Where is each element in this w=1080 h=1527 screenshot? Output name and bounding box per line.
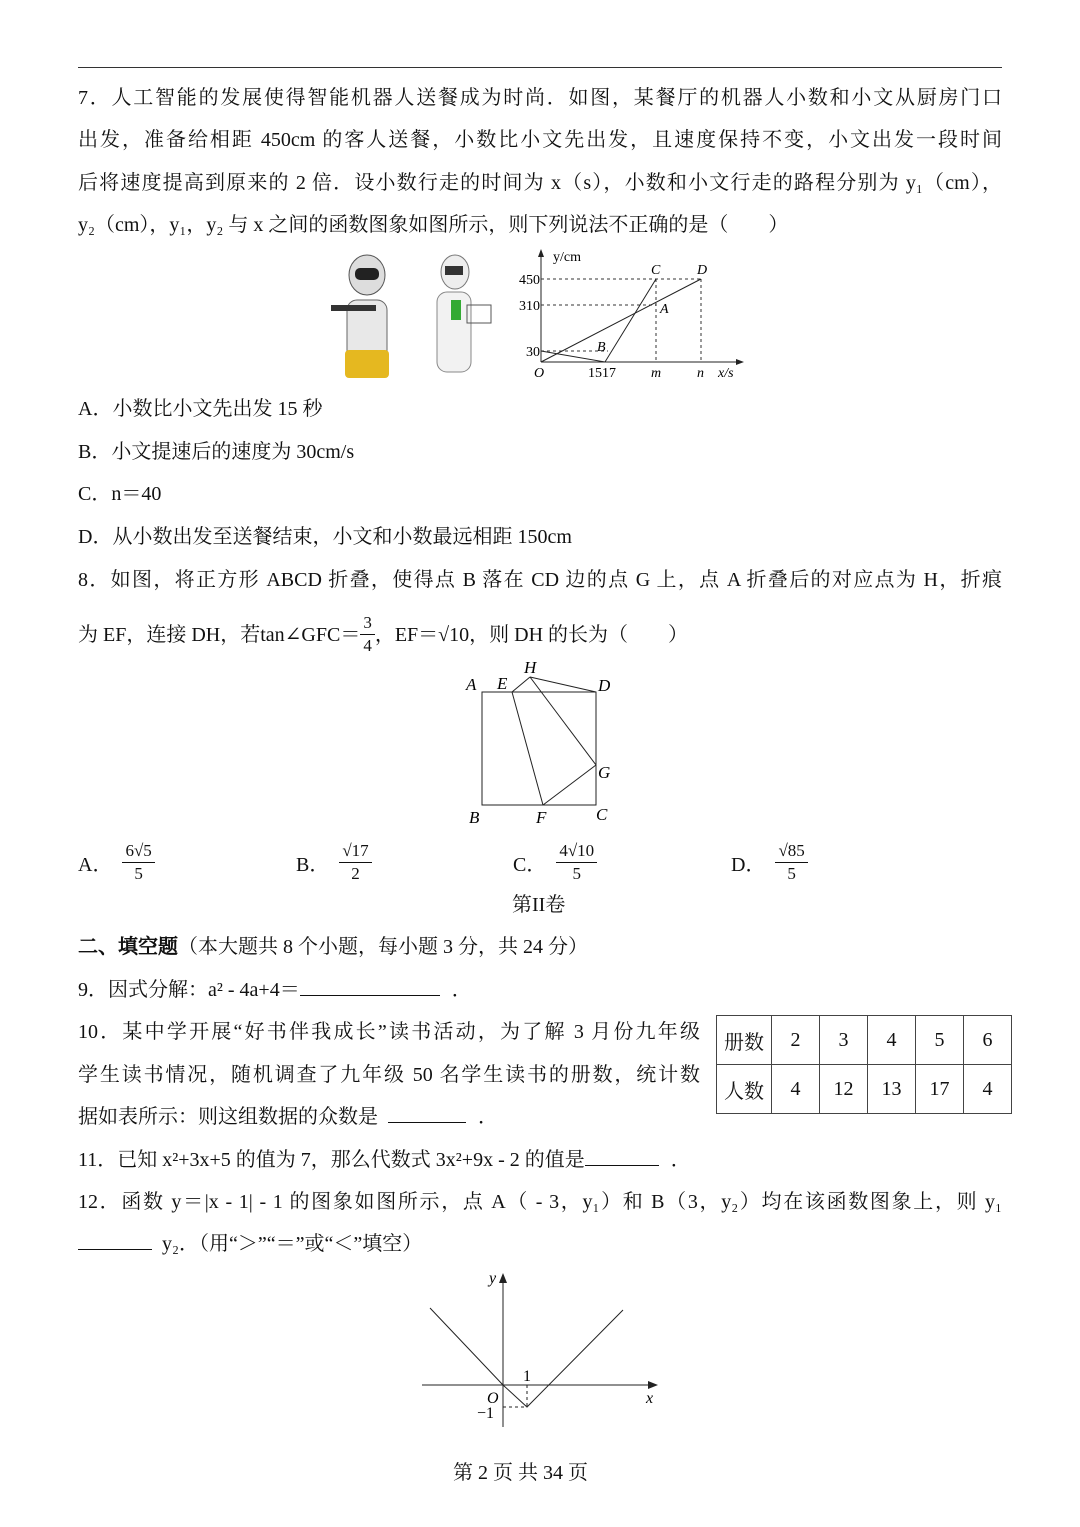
denominator: 5 — [572, 864, 582, 883]
part2-desc: （本大题共 8 个小题，每小题 3 分，共 24 分） — [178, 936, 588, 958]
q11-end: ． — [670, 1149, 691, 1171]
option-letter: D． — [731, 854, 766, 876]
table-header: 册数 — [717, 1016, 772, 1065]
denominator: 4 — [363, 636, 372, 655]
q12-line: 12．函数 y＝|x - 1| - 1 的图象如图所示，点 A（ - 3，y₁）和 B（3，y₂）均在该函数图象上，则 y₁ — [78, 1191, 1002, 1213]
numerator: 6√5 — [122, 840, 154, 863]
q8-text: 为 EF，连接 DH，若tan∠GFC＝ — [78, 623, 361, 646]
part2-heading — [78, 933, 588, 961]
part2-title: 二、填空题 — [78, 936, 178, 958]
table-cell: 4 — [964, 1065, 1012, 1114]
label-h: H — [524, 658, 537, 677]
q7-option-c[interactable]: C．n＝40 — [78, 483, 162, 505]
q10-text: 据如表所示：则这组数据的众数是 — [78, 1106, 378, 1128]
q10-answer-blank[interactable] — [388, 1104, 466, 1123]
option-letter: A． — [78, 854, 113, 876]
x-tick: n — [697, 366, 704, 381]
q10-data-table — [716, 1015, 1012, 1114]
robot-1-image — [331, 255, 389, 378]
x-tick: m — [651, 366, 662, 381]
label-e: E — [497, 674, 508, 693]
table-row — [717, 1065, 1012, 1114]
origin-label: O — [534, 366, 545, 381]
q11-text: 11．已知 x²+3x+5 的值为 7，那么代数式 3x²+9x - 2 的值是 — [78, 1149, 585, 1171]
option-fraction — [339, 840, 371, 885]
y1-line — [541, 279, 701, 362]
denominator: 5 — [134, 864, 143, 883]
section-title: 第II卷 — [512, 894, 566, 916]
robot-images — [325, 250, 505, 385]
q9-end: ． — [451, 979, 472, 1001]
q8-line: 8．如图，将正方形 ABCD 折叠，使得点 B 落在 CD 边的点 G 上，点 A 折叠后的对应点为 H，折痕 — [78, 569, 1002, 591]
q8-option-b[interactable] — [296, 840, 372, 885]
q7-option-b[interactable]: B．小文提速后的速度为 30cm/s — [78, 441, 355, 463]
option-letter: C． — [513, 854, 547, 876]
q8-text: ，EF＝√10，则 DH 的长为（ ） — [374, 623, 689, 646]
y-axis-label: y/cm — [553, 250, 581, 265]
label-a: A — [466, 675, 477, 694]
denominator: 2 — [351, 864, 360, 883]
label-c: C — [596, 805, 608, 824]
table-header: 人数 — [717, 1065, 772, 1114]
label-g: G — [598, 763, 611, 782]
q8-option-c[interactable] — [513, 840, 597, 885]
q10-end: ． — [478, 1106, 498, 1128]
table-cell: 4 — [868, 1016, 916, 1065]
q9 — [78, 976, 472, 1004]
q7-line: 后将速度提高到原来的 2 倍．设小数行走的时间为 x（s），小数和小文行走的路程分别为 y₁（cm）， — [78, 172, 1002, 194]
q12-answer-blank[interactable] — [78, 1231, 152, 1250]
tan-fraction — [360, 612, 375, 657]
q8-option-a[interactable] — [78, 840, 155, 885]
table-cell: 4 — [772, 1065, 820, 1114]
label-f: F — [536, 808, 547, 827]
option-fraction — [122, 840, 154, 885]
q11 — [78, 1146, 691, 1174]
q12-line — [78, 1230, 422, 1258]
option-fraction — [775, 840, 807, 885]
point-label: C — [651, 263, 661, 278]
numerator: 3 — [360, 612, 375, 635]
numerator: 4√10 — [556, 840, 597, 863]
point-label: A — [660, 302, 669, 317]
q12-function-graph — [410, 1265, 670, 1435]
option-letter: B． — [296, 854, 330, 876]
q7-function-graph — [510, 245, 750, 385]
table-cell: 12 — [820, 1065, 868, 1114]
page-footer: 第 2 页 共 34 页 — [453, 1462, 588, 1484]
q7-line: y₂（cm），y₁，y₂ 与 x 之间的函数图象如图所示，则下列说法不正确的是（ ） — [78, 214, 789, 236]
table-cell: 13 — [868, 1065, 916, 1114]
y-tick: 310 — [519, 299, 540, 314]
point-label: B — [597, 340, 606, 355]
x-tick: 1517 — [588, 366, 616, 381]
table-cell: 6 — [964, 1016, 1012, 1065]
option-fraction — [556, 840, 597, 885]
top-rule — [78, 67, 1002, 68]
x-axis-label: x — [646, 1390, 654, 1407]
q7-line: 7．人工智能的发展使得智能机器人送餐成为时尚．如图，某餐厅的机器人小数和小文从厨房门口 — [78, 87, 1002, 109]
q10-line: 10．某中学开展“好书伴我成长”读书活动，为了解 3 月份九年级 — [78, 1021, 700, 1043]
q7-option-d[interactable]: D．从小数出发至送餐结束，小文和小数最远相距 150cm — [78, 526, 572, 548]
label-d: D — [598, 676, 611, 695]
table-cell: 5 — [916, 1016, 964, 1065]
y-tick: −1 — [477, 1405, 495, 1422]
robot-2-image — [437, 255, 491, 372]
denominator: 5 — [787, 864, 796, 883]
x-tick: 1 — [523, 1368, 531, 1385]
q9-answer-blank[interactable] — [300, 977, 440, 996]
q10-line — [78, 1103, 498, 1131]
table-row — [717, 1016, 1012, 1065]
q8-line — [78, 612, 688, 657]
q7-line: 出发，准备给相距 450cm 的客人送餐，小数比小文先出发，且速度保持不变，小文出发一段时间 — [78, 129, 1002, 151]
table-cell: 17 — [916, 1065, 964, 1114]
y-tick: 450 — [519, 273, 540, 288]
q9-text: 9．因式分解：a² - 4a+4＝ — [78, 979, 300, 1001]
q8-square-figure — [460, 655, 620, 830]
q10-line: 学生读书情况，随机调查了九年级 50 名学生读书的册数，统计数 — [78, 1064, 700, 1086]
point-label: D — [697, 263, 708, 278]
y-tick: 30 — [526, 345, 540, 360]
y-axis-label: y — [489, 1270, 497, 1287]
x-axis-label: x/s — [718, 366, 734, 381]
origin-label: O — [487, 1390, 499, 1407]
table-cell: 2 — [772, 1016, 820, 1065]
numerator: √17 — [339, 840, 371, 863]
label-b: B — [469, 808, 480, 827]
q12-text: y₂．（用“＞”“＝”或“＜”填空） — [162, 1233, 423, 1255]
q8-option-d[interactable] — [731, 840, 808, 885]
numerator: √85 — [775, 840, 807, 863]
table-cell: 3 — [820, 1016, 868, 1065]
q7-option-a[interactable]: A．小数比小文先出发 15 秒 — [78, 398, 323, 420]
q11-answer-blank[interactable] — [585, 1147, 659, 1166]
